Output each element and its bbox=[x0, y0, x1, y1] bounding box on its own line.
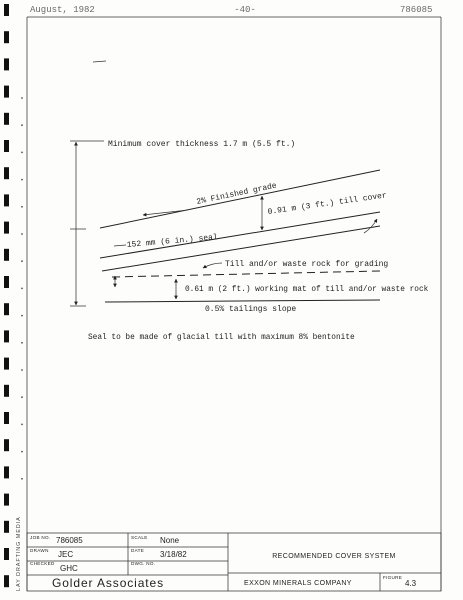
date-value: 3/18/82 bbox=[160, 550, 187, 559]
punch-dot bbox=[21, 179, 23, 181]
header-date: August, 1982 bbox=[30, 5, 95, 15]
binding-mark bbox=[4, 194, 9, 206]
binding-mark bbox=[4, 167, 9, 179]
seal-note: Seal to be made of glacial till with maximum 8% bentonite bbox=[88, 334, 355, 342]
binding-mark bbox=[4, 86, 9, 98]
figure-number: 4.3 bbox=[405, 579, 417, 588]
punch-dot bbox=[21, 124, 23, 126]
title-block bbox=[27, 533, 441, 591]
binding-mark bbox=[4, 439, 9, 451]
grading-fill-arrow bbox=[203, 263, 222, 268]
binding-strip bbox=[4, 4, 9, 587]
binding-mark bbox=[4, 303, 9, 315]
punch-dot bbox=[21, 233, 23, 235]
binding-mark bbox=[4, 330, 9, 342]
punch-dot bbox=[21, 97, 23, 99]
stray-mark bbox=[93, 61, 106, 62]
drawing-title: RECOMMENDED COVER SYSTEM bbox=[272, 553, 396, 560]
punch-dot bbox=[21, 288, 23, 290]
job-no-value: 786085 bbox=[56, 536, 83, 545]
punch-dot bbox=[21, 342, 23, 344]
punch-dot bbox=[21, 206, 23, 208]
binding-mark bbox=[4, 385, 9, 397]
firm-name: Golder Associates bbox=[52, 576, 165, 590]
binding-mark bbox=[4, 358, 9, 370]
tailings-slope-label: 0.5% tailings slope bbox=[205, 305, 297, 314]
punch-dot bbox=[21, 152, 23, 154]
drawn-value: JEC bbox=[58, 550, 74, 559]
grading-fill-label: Till and/or waste rock for grading bbox=[225, 260, 389, 269]
seal-label: 152 mm (6 in.) seal bbox=[126, 233, 219, 250]
drawn-label: DRAWN bbox=[30, 548, 49, 553]
date-label: DATE bbox=[131, 548, 145, 553]
dimensions bbox=[70, 141, 262, 306]
finished-grade-label: 2% Finished grade bbox=[195, 181, 278, 207]
punch-dot bbox=[21, 396, 23, 398]
binding-mark bbox=[4, 222, 9, 234]
punch-dot bbox=[21, 260, 23, 262]
punch-dot bbox=[21, 451, 23, 453]
binding-mark bbox=[4, 249, 9, 261]
binding-mark bbox=[4, 494, 9, 506]
binding-mark bbox=[4, 548, 9, 560]
punch-dot bbox=[21, 315, 23, 317]
binding-mark bbox=[4, 58, 9, 70]
binding-mark bbox=[4, 4, 9, 16]
binding-mark bbox=[4, 31, 9, 43]
header-page-number: -40- bbox=[234, 5, 256, 15]
binding-mark bbox=[4, 140, 9, 152]
tailings-slope-line bbox=[105, 300, 380, 302]
binding-mark bbox=[4, 276, 9, 288]
header-job-number: 786085 bbox=[400, 5, 433, 15]
punch-dot bbox=[21, 424, 23, 426]
binding-mark bbox=[4, 521, 9, 533]
binding-mark bbox=[4, 412, 9, 424]
grading-fill-line bbox=[112, 271, 380, 277]
till-cover-label: 0.91 m (3 ft.) till cover bbox=[267, 191, 388, 217]
punch-dots bbox=[21, 97, 23, 480]
punch-dot bbox=[21, 369, 23, 371]
binding-mark bbox=[4, 575, 9, 587]
job-no-label: JOB NO. bbox=[30, 535, 51, 540]
client-name: EXXON MINERALS COMPANY bbox=[244, 580, 352, 587]
figure-label: FIGURE bbox=[383, 575, 403, 580]
binding-mark bbox=[4, 113, 9, 125]
min-cover-label: Minimum cover thickness 1.7 m (5.5 ft.) bbox=[108, 140, 296, 149]
seal-leader bbox=[114, 245, 126, 246]
binding-mark bbox=[4, 466, 9, 478]
dwg-no-label: DWG. NO. bbox=[131, 561, 156, 566]
checked-value: GHC bbox=[60, 564, 78, 573]
working-mat-label: 0.61 m (2 ft.) working mat of till and/or waste rock bbox=[185, 286, 429, 294]
punch-dot bbox=[21, 478, 23, 480]
scale-label: SCALE bbox=[131, 535, 148, 540]
right-curved-arrow bbox=[364, 219, 377, 233]
scale-value: None bbox=[160, 536, 180, 545]
checked-label: CHECKED bbox=[30, 561, 55, 566]
margin-media-text: LAY DRAFTING MEDIA bbox=[16, 516, 22, 591]
